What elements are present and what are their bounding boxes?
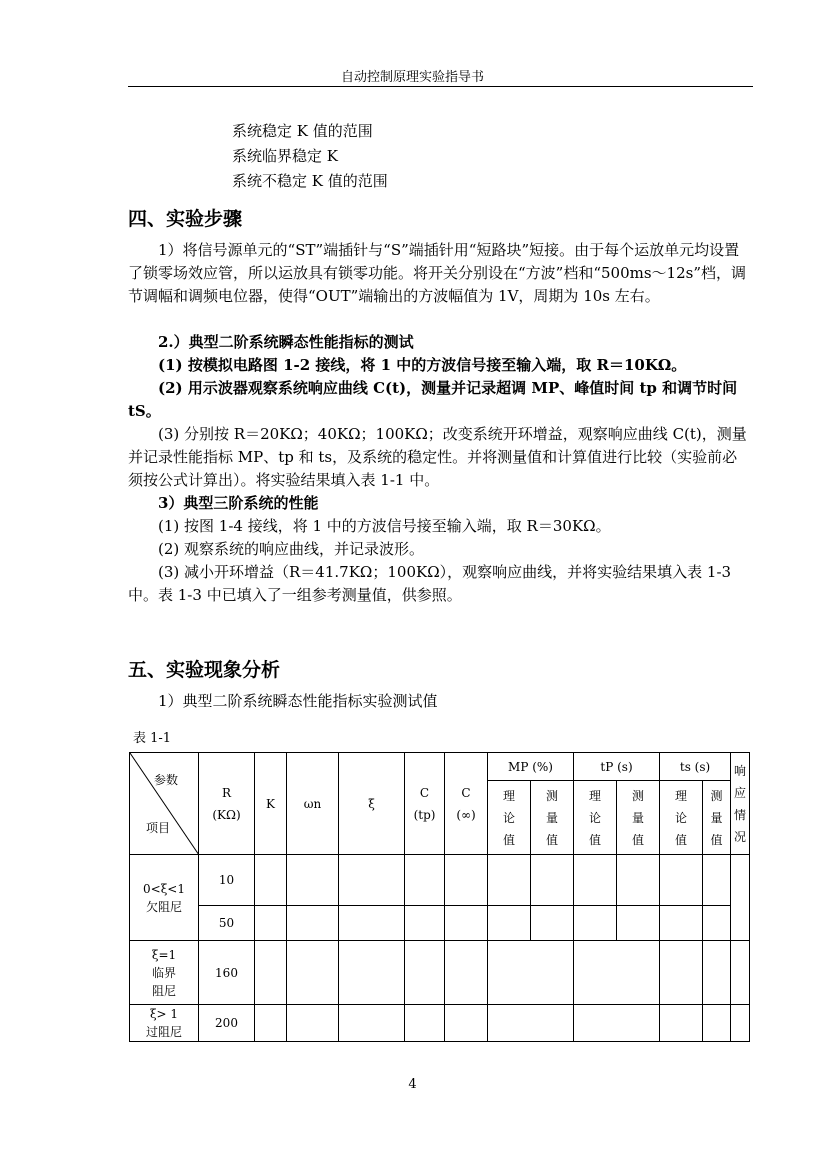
table-row bbox=[130, 941, 750, 1005]
step-1-text: 1）将信号源单元的“ST”端插针与“S”端插针用“短路块”短接。由于每个运放单元均设置了锁零场效应管，所以运放具有锁零功能。将开关分别设在“方波”档和“500ms～12s”档，调节调幅和调频电位器，使得“OUT”端输出的方波幅值为 1V，周期为 10s 左右。 bbox=[128, 241, 747, 305]
table-row bbox=[130, 855, 750, 906]
response-cell bbox=[731, 855, 750, 941]
col-k: K bbox=[255, 753, 287, 855]
r-value: 160 bbox=[199, 941, 255, 1005]
diag-bottom-label: 项目 bbox=[146, 821, 171, 835]
step-2-2: (2) 用示波器观察系统响应曲线 C(t)，测量并记录超调 MP、峰值时间 tp 和调节时间 tS。 bbox=[128, 379, 738, 420]
r-value: 200 bbox=[199, 1005, 255, 1042]
diagonal-line bbox=[130, 753, 199, 855]
row-label-critical: ξ=1 临界 阻尼 bbox=[130, 941, 199, 1005]
table-row bbox=[130, 1005, 750, 1042]
tp-theory: 理 论 值 bbox=[574, 781, 617, 855]
tp-measured: 测 量 值 bbox=[617, 781, 660, 855]
r-value: 50 bbox=[199, 906, 255, 941]
step-3-heading: 3）典型三阶系统的性能 bbox=[158, 494, 319, 512]
k-critical: 系统临界稳定 K bbox=[232, 147, 338, 165]
col-c-tp: C (tp) bbox=[405, 753, 445, 855]
step-2-heading: 2.）典型二阶系统瞬态性能指标的测试 bbox=[158, 333, 414, 351]
step-2-1: (1) 按模拟电路图 1-2 接线，将 1 中的方波信号接至输入端，取 R＝10KΩ。 bbox=[158, 356, 687, 374]
col-r: R (KΩ) bbox=[199, 753, 255, 855]
group-ts: ts (s) bbox=[660, 753, 731, 781]
group-mp: MP (%) bbox=[488, 753, 574, 781]
diag-top-label: 参数 bbox=[154, 773, 179, 787]
step-3-2: (2) 观察系统的响应曲线，并记录波形。 bbox=[158, 540, 425, 558]
col-response: 响 应 情 况 bbox=[731, 753, 750, 855]
row-label-underdamped: 0<ξ<1 欠阻尼 bbox=[130, 855, 199, 941]
page-header: 自动控制原理实验指导书 bbox=[340, 70, 484, 85]
col-wn: ωn bbox=[287, 753, 339, 855]
step-3-3: (3) 减小开环增益（R＝41.7KΩ；100KΩ），观察响应曲线，并将实验结果填入表 1-3 中。表 1-3 中已填入了一组参考测量值，供参照。 bbox=[128, 563, 732, 604]
r-value: 10 bbox=[199, 855, 255, 906]
step-2-3: (3) 分别按 R＝20KΩ；40KΩ；100KΩ；改变系统开环增益，观察响应曲线 C(t)，测量并记录性能指标 MP、tp 和 ts，及系统的稳定性。并将测量值和计算值进行比较（实验前必须按公式计算出）。将实验结果填入表 1-1 中。 bbox=[128, 425, 747, 489]
page-number: 4 bbox=[408, 1077, 417, 1092]
section-4-heading: 四、实验步骤 bbox=[128, 208, 243, 230]
step-3-1: (1) 按图 1-4 接线，将 1 中的方波信号接至输入端，取 R＝30KΩ。 bbox=[158, 517, 611, 535]
diagonal-header-cell bbox=[130, 753, 199, 855]
header-rule bbox=[128, 86, 753, 87]
group-tp: tP (s) bbox=[574, 753, 660, 781]
row-label-overdamped: ξ> 1 过阻尼 bbox=[130, 1005, 199, 1042]
col-xi: ξ bbox=[339, 753, 405, 855]
k-unstable-range: 系统不稳定 K 值的范围 bbox=[232, 172, 388, 190]
section-5-heading: 五、实验现象分析 bbox=[128, 659, 281, 681]
mp-measured: 测 量 值 bbox=[531, 781, 574, 855]
table-row bbox=[130, 906, 750, 941]
results-table bbox=[129, 752, 750, 1042]
ts-measured: 测 量 值 bbox=[703, 781, 731, 855]
ts-theory: 理 论 值 bbox=[660, 781, 703, 855]
col-c-inf: C (∞) bbox=[445, 753, 488, 855]
k-stable-range: 系统稳定 K 值的范围 bbox=[232, 122, 373, 140]
analysis-1: 1）典型二阶系统瞬态性能指标实验测试值 bbox=[158, 692, 438, 710]
table-caption: 表 1-1 bbox=[133, 731, 172, 746]
mp-theory: 理 论 值 bbox=[488, 781, 531, 855]
